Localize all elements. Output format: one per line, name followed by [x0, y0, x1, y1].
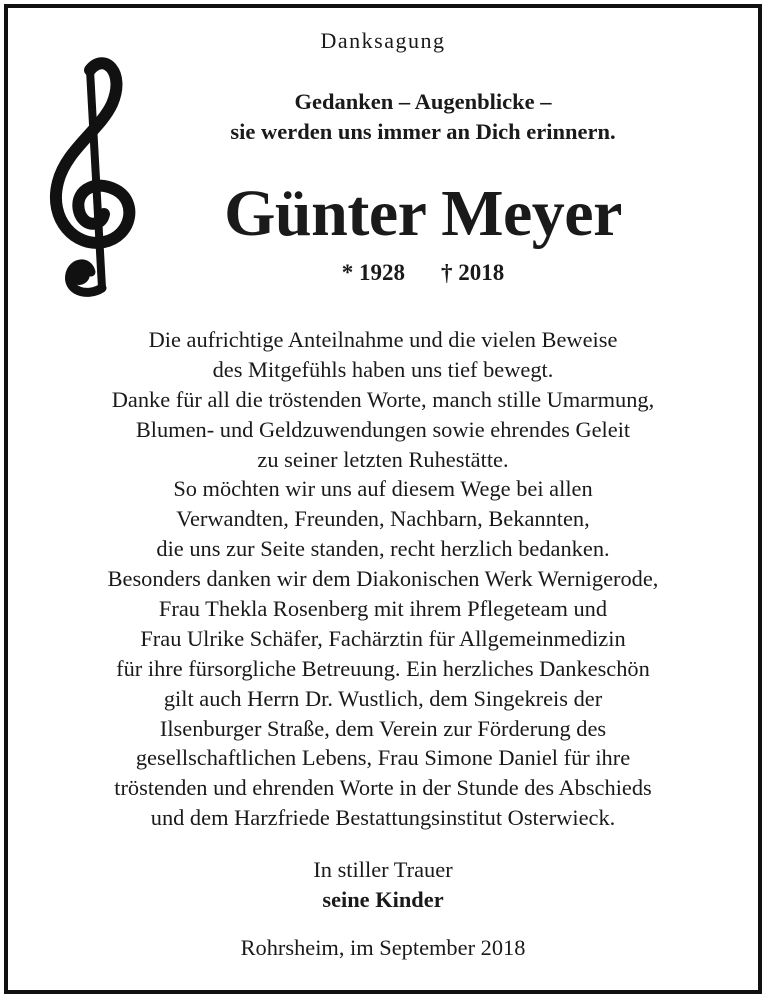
place-date: Rohrsheim, im September 2018 [240, 935, 526, 960]
body-line: Blumen- und Geldzuwendungen sowie ehrendes Geleit [135, 416, 631, 442]
death-year: † 2018 [441, 260, 505, 285]
body-line: Die aufrichtige Anteilnahme und die vielen Beweise [148, 327, 618, 352]
body-line: Ilsenburger Straße, dem Verein zur Förderung des [159, 715, 607, 741]
quote-line-2: sie werden uns immer an Dich erinnern. [230, 119, 616, 144]
body-line: die uns zur Seite standen, recht herzlich bedanken. [156, 536, 610, 562]
body-line: Verwandten, Freunden, Nachbarn, Bekannten, [176, 506, 590, 532]
body-line: tröstenden und ehrenden Worte in der Stunde des Abschieds [114, 775, 652, 801]
body-line: und dem Harzfriede Bestattungsinstitut Osterwieck. [150, 805, 616, 831]
life-dates [40, 260, 766, 286]
deceased-name: Günter Meyer [224, 177, 622, 250]
body-line: für ihre fürsorgliche Betreuung. Ein herzliches Dankeschön [116, 655, 650, 681]
body-line: Danke für all die tröstenden Worte, manch stille Umarmung, [111, 386, 655, 412]
body-line: Frau Thekla Rosenberg mit ihrem Pflegeteam und [158, 596, 608, 622]
body-line: Besonders danken wir dem Diakonischen Werk Wernigerode, [107, 566, 659, 592]
header-title: Danksagung [320, 28, 446, 53]
body-text [0, 325, 766, 833]
body-line: Frau Ulrike Schäfer, Fachärztin für Allgemeinmedizin [140, 625, 626, 651]
body-line: gilt auch Herrn Dr. Wustlich, dem Singekreis der [163, 685, 603, 711]
body-line: des Mitgefühls haben uns tief bewegt. [212, 356, 554, 382]
birth-year: * 1928 [341, 260, 405, 285]
quote-line-1: Gedanken – Augenblicke – [294, 89, 552, 114]
body-line: zu seiner letzten Ruhestätte. [257, 446, 509, 472]
closing-block [0, 855, 766, 914]
body-line: So möchten wir uns auf diesem Wege bei allen [173, 476, 593, 502]
signers: seine Kinder [322, 886, 444, 912]
body-line: gesellschaftlichen Lebens, Frau Simone Daniel für ihre [135, 745, 631, 771]
closing-line: In stiller Trauer [313, 857, 453, 882]
